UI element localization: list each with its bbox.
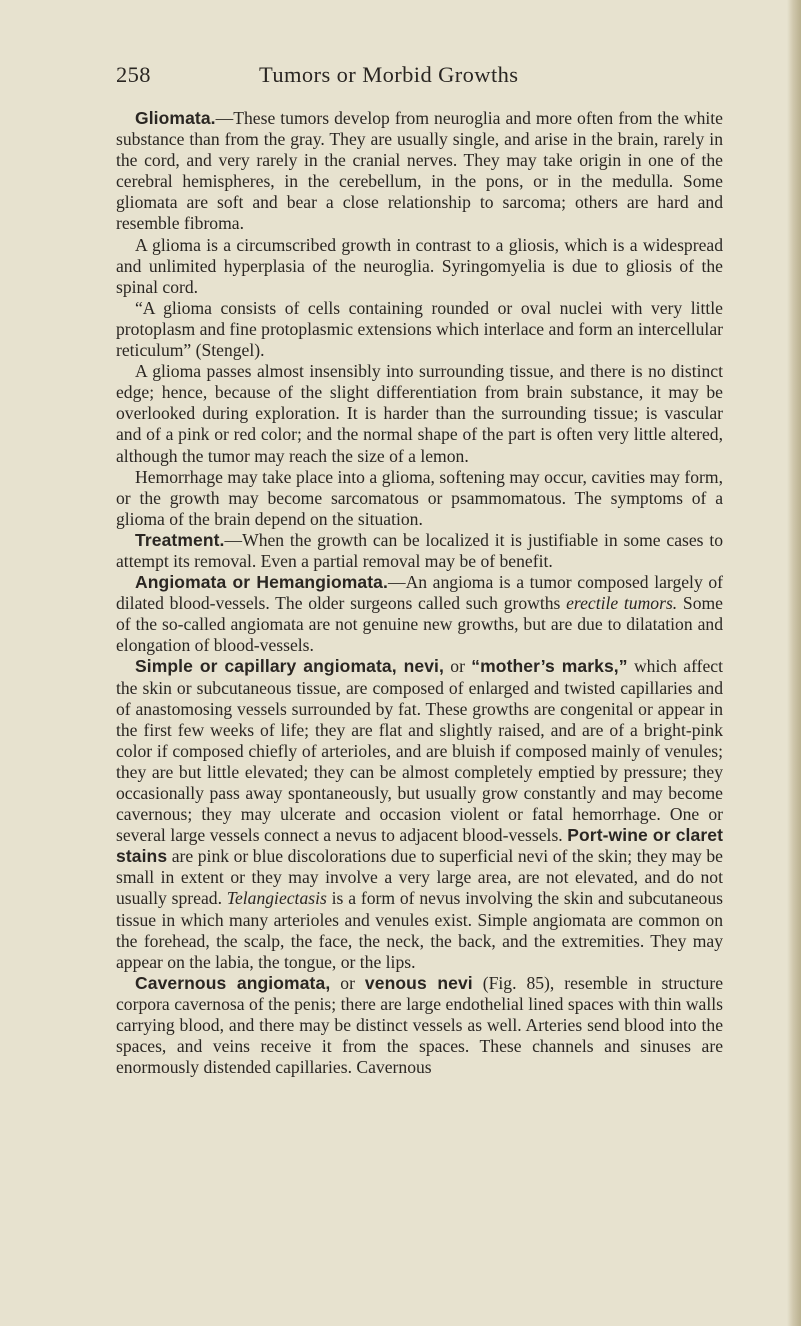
cavernous-text: (Fig. 85), resemble in structure corpora cavernosa of the penis; there are large endothelial lined spaces with thin walls carrying blood, and there may be distinct vessels as well. Arteries send blood into the spaces, and veins receive it from the spaces. These channels and sinuses are enormously distended capillaries. Cavernous	[116, 972, 724, 1078]
heading-cavernous: Cavernous angiomata,	[135, 972, 331, 993]
telangiectasis-italic: Telangiectasis	[226, 888, 327, 909]
paragraph-gliomata	[116, 108, 723, 235]
paragraph-glioma-circumscribed: A glioma is a circumscribed growth in contrast to a gliosis, which is a widespread and unlimited hyperplasia of the neuroglia. Syringomyelia is due to gliosis of the spinal cord.	[116, 234, 723, 297]
paragraph-simple-angiomata	[116, 656, 723, 972]
angiomata-text-1: —An angioma is a tumor composed largely of dilated blood-vessels. The older surgeons called such growths	[116, 572, 724, 614]
simple-text-3: is a form of nevus involving the skin and subcutaneous tissue in which many arterioles and venules exist. Simple angiomata are common on the forehead, the scalp, the face, the neck, the back, and the extremities. They may appear on the labia, the tongue, or the lips.	[116, 888, 724, 972]
gliomata-text: —These tumors develop from neuroglia and more often from the white substance than from the gray. They are usually single, and arise in the brain, rarely in the cord, and very rarely in the cranial nerves. They may take origin in one of the cerebral hemispheres, in the cerebellum, in the pons, or in the medulla. Some gliomata are soft and bear a close relationship to sarcoma; others are hard and resemble fibroma.	[116, 108, 723, 234]
heading-simple-angiomata: Simple or capillary angiomata, nevi,	[135, 656, 444, 677]
paragraph-hemorrhage: Hemorrhage may take place into a glioma, softening may occur, cavities may form, or the growth may become sarcomatous or psammomatous. The symptoms of a glioma of the brain depend on the situation.	[116, 466, 723, 529]
angiomata-italic: erectile tumors.	[566, 593, 678, 614]
running-head: Tumors or Morbid Growths	[259, 62, 519, 87]
heading-treatment: Treatment.	[135, 529, 225, 550]
paragraph-angiomata	[116, 572, 723, 656]
heading-port-wine: Port-wine or claret stains	[116, 825, 724, 867]
simple-text-1: which affect the skin or subcutaneous tissue, are composed of enlarged and twisted capillaries and of anastomosing vessels surrounded by fat. These growths are congenital or appear in the first few weeks of life; they are flat and slightly raised, and are of a bright-pink color if composed chiefly of arterioles, and are bluish if composed mainly of venules; they are but little elevated; they can be almost completely emptied by pressure; they occasionally pass away spontaneously, but usually grow constantly and may become cavernous; they may ulcerate and occasion violent or fatal hemorrhage. One or several large vessels connect a nevus to adjacent blood-vessels.	[116, 656, 724, 846]
page-edge-shadow	[787, 0, 801, 1326]
paragraph-stengel-quote: “A glioma consists of cells containing rounded or oval nuclei with very little protoplasm and fine protoplasmic extensions which interlace and form an intercellular reticulum” (Stengel).	[116, 297, 723, 361]
treatment-text: —When the growth can be localized it is justifiable in some cases to attempt its removal. Even a partial removal may be of benefit.	[116, 529, 723, 571]
body-text	[116, 108, 723, 1078]
simple-or: or	[443, 656, 472, 677]
paragraph-treatment	[116, 530, 723, 572]
paragraph-cavernous	[116, 973, 723, 1078]
heading-venous-nevi: venous nevi	[364, 972, 473, 993]
page-header	[116, 62, 716, 94]
heading-gliomata: Gliomata.	[135, 108, 216, 128]
angiomata-text-2: Some of the so-called angiomata are not genuine new growths, but are due to dilatation and elongation of blood-vessels.	[116, 593, 723, 656]
heading-mothers-marks: “mother’s marks,”	[471, 656, 628, 677]
cavernous-or: or	[330, 972, 365, 993]
simple-text-2: are pink or blue discolorations due to superficial nevi of the skin; they may be small in extent or they may involve a very large area, are not elevated, and do not usually spread.	[116, 846, 723, 909]
page-number: 258	[116, 62, 151, 87]
heading-angiomata: Angiomata or Hemangiomata.	[135, 572, 388, 593]
paragraph-glioma-passes: A glioma passes almost insensibly into surrounding tissue, and there is no distinct edge; hence, because of the slight differentiation from brain substance, it may be overlooked during exploration. It is harder than the surrounding tissue; is vascular and of a pink or red color; and the normal shape of the part is often very little altered, although the tumor may reach the size of a lemon.	[116, 361, 723, 466]
